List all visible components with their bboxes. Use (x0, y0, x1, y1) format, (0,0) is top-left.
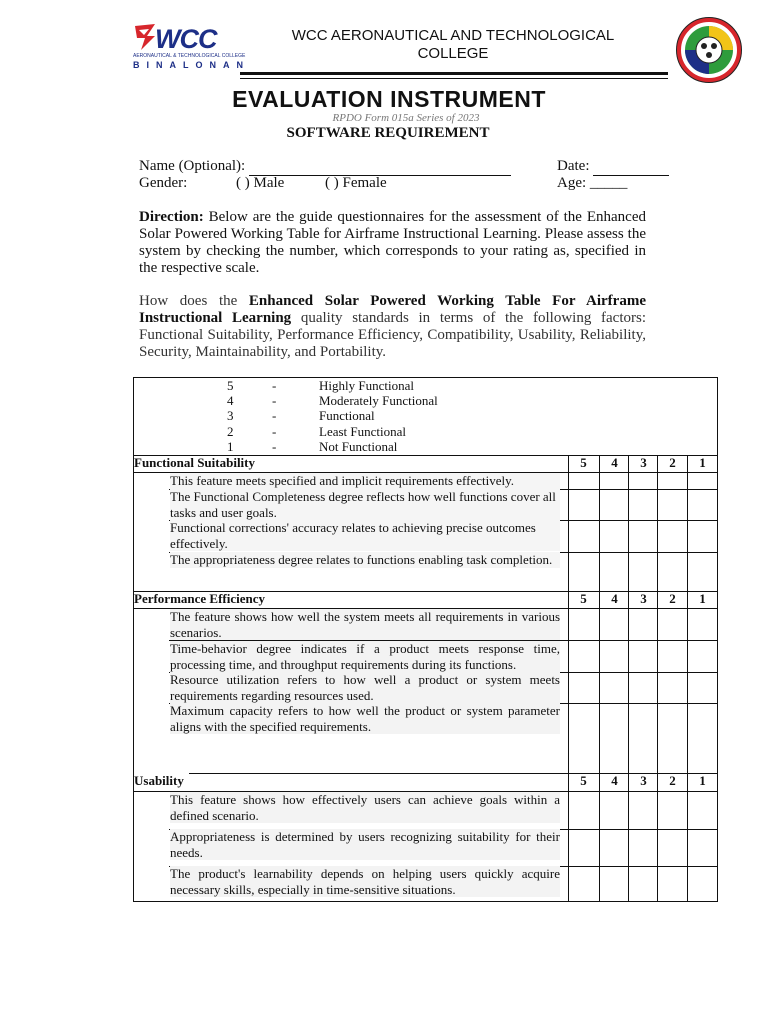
direction-text: Below are the guide questionnaires for the assessment of the Enhanced Solar Powered Working Table for Airframe Instructional Learning. Please assess the system by checking the number, which corresponds to your rating as, specified in the respective scale. (139, 209, 646, 276)
rating-cell[interactable] (569, 866, 599, 901)
rating-cell[interactable] (629, 609, 657, 639)
rating-cell[interactable] (658, 792, 687, 828)
rating-cell[interactable] (600, 520, 628, 551)
rating-cell[interactable] (569, 829, 599, 865)
rating-cell[interactable] (569, 473, 599, 488)
header-rule (240, 72, 668, 75)
rating-cell[interactable] (600, 473, 628, 488)
date-label: Date: (557, 158, 590, 174)
direction-label: Direction: (139, 209, 204, 225)
rating-cell[interactable] (658, 703, 687, 772)
rating-cell[interactable] (688, 703, 717, 772)
rating-cell[interactable] (629, 473, 657, 488)
rating-cell[interactable] (569, 672, 599, 702)
rating-cell[interactable] (658, 520, 687, 551)
rating-header: 5 (580, 591, 587, 606)
direction-paragraph (139, 209, 646, 277)
logo-town: BINALONAN (133, 60, 250, 70)
rating-header: 5 (580, 455, 587, 470)
criterion-item: Maximum capacity refers to how well the product or system parameter aligns with the specified requirements. (170, 703, 560, 734)
rating-cell[interactable] (569, 792, 599, 828)
section-title: Functional Suitability (134, 455, 255, 470)
rating-cell[interactable] (658, 552, 687, 590)
rating-cell[interactable] (629, 520, 657, 551)
rating-cell[interactable] (658, 866, 687, 901)
criterion-item: The Functional Completeness degree reflects how well functions cover all tasks and user goals. (170, 489, 560, 520)
rating-cell[interactable] (629, 640, 657, 671)
rating-cell[interactable] (569, 520, 599, 551)
rating-cell[interactable] (688, 489, 717, 519)
rating-cell[interactable] (629, 489, 657, 519)
rating-cell[interactable] (658, 829, 687, 865)
name-blank[interactable] (249, 158, 511, 176)
criterion-item: Resource utilization refers to how well a product or system meets requirements regarding resources used. (170, 672, 560, 703)
rating-cell[interactable] (629, 672, 657, 702)
rating-cell[interactable] (629, 792, 657, 828)
rating-cell[interactable] (688, 609, 717, 639)
rating-cell[interactable] (569, 609, 599, 639)
age-field[interactable]: Age: _____ (557, 175, 628, 191)
rating-cell[interactable] (658, 640, 687, 671)
section-title: Performance Efficiency (134, 591, 266, 606)
rating-cell[interactable] (688, 866, 717, 901)
research-seal-icon (675, 16, 743, 84)
logo-subtext: AERONAUTICAL & TECHNOLOGICAL COLLEGE (133, 53, 246, 59)
rating-header: 3 (640, 455, 647, 470)
rating-cell[interactable] (600, 703, 628, 772)
rating-cell[interactable] (569, 640, 599, 671)
rating-cell[interactable] (658, 609, 687, 639)
rating-cell[interactable] (600, 489, 628, 519)
rating-header: 4 (611, 773, 618, 788)
question-emphasis: Enhanced Solar Powered Working Table For Airframe Instructional Learning (139, 293, 646, 326)
rating-header: 1 (699, 773, 706, 788)
college-name: WCC AERONAUTICAL AND TECHNOLOGICAL COLLEGE (291, 27, 615, 62)
logo-wordmark: WCC (155, 24, 217, 54)
question-prefix: How does the (139, 293, 249, 309)
criterion-item: This feature meets specified and implicit requirements effectively. (170, 473, 560, 489)
rating-cell[interactable] (688, 829, 717, 865)
rating-header: 4 (611, 455, 618, 470)
rating-cell[interactable] (629, 703, 657, 772)
name-field[interactable] (139, 158, 511, 176)
rating-cell[interactable] (600, 609, 628, 639)
rating-cell[interactable] (600, 672, 628, 702)
criterion-item: Functional corrections' accuracy relates to achieving precise outcomes effectively. (170, 520, 560, 551)
rating-cell[interactable] (688, 520, 717, 551)
form-number: RPDO Form 015a Series of 2023 (332, 112, 480, 124)
rating-header: 2 (669, 591, 676, 606)
date-field[interactable] (557, 158, 669, 176)
rating-header: 5 (580, 773, 587, 788)
name-label: Name (Optional): (139, 158, 246, 174)
rating-cell[interactable] (600, 866, 628, 901)
question-paragraph (139, 293, 646, 361)
rating-cell[interactable] (600, 640, 628, 671)
document-subtitle: SOFTWARE REQUIREMENT (286, 125, 490, 141)
rating-cell[interactable] (569, 552, 599, 590)
question-suffix: quality standards in terms of the following factors: Functional Suitability, Performance Efficiency, Compatibility, Usability, Reliability, Security, Maintainability, and Portability. (139, 310, 646, 360)
rating-cell[interactable] (569, 703, 599, 772)
gender-label: Gender: (139, 175, 188, 191)
male-option[interactable]: ( ) Male (236, 175, 285, 191)
rating-header: 1 (699, 591, 706, 606)
rating-cell[interactable] (688, 640, 717, 671)
rating-cell[interactable] (600, 829, 628, 865)
rating-cell[interactable] (629, 552, 657, 590)
college-logo (133, 22, 250, 70)
date-blank[interactable] (593, 158, 669, 176)
rating-cell[interactable] (629, 866, 657, 901)
section-title: Usability (134, 773, 184, 788)
rating-cell[interactable] (658, 473, 687, 488)
rating-cell[interactable] (629, 829, 657, 865)
female-option[interactable]: ( ) Female (325, 175, 387, 191)
rating-header: 2 (669, 455, 676, 470)
criterion-item: The product's learnability depends on helping users quickly acquire necessary skills, especially in time-sensitive situations. (170, 866, 560, 897)
criterion-item: Appropriateness is determined by users recognizing suitability for their needs. (170, 829, 560, 860)
rating-header: 3 (640, 591, 647, 606)
criterion-item: The feature shows how well the system meets all requirements in various scenarios. (170, 609, 560, 640)
criterion-item: The appropriateness degree relates to functions enabling task completion. (170, 552, 560, 568)
document-title: EVALUATION INSTRUMENT (232, 86, 546, 112)
rating-cell[interactable] (688, 792, 717, 828)
rating-cell[interactable] (688, 672, 717, 702)
rating-cell[interactable] (658, 489, 687, 519)
rating-cell[interactable] (569, 489, 599, 519)
rating-cell[interactable] (688, 552, 717, 590)
criterion-item: Time-behavior degree indicates if a product meets response time, processing time, and throughput requirements during its functions. (170, 641, 560, 672)
criterion-item: This feature shows how effectively users can achieve goals within a defined scenario. (170, 792, 560, 823)
rating-header: 4 (611, 591, 618, 606)
rating-cell[interactable] (600, 792, 628, 828)
rating-header: 1 (699, 455, 706, 470)
rating-cell[interactable] (600, 552, 628, 590)
rating-cell[interactable] (688, 473, 717, 488)
rating-header: 2 (669, 773, 676, 788)
header-rule-thin (240, 78, 668, 79)
rating-cell[interactable] (658, 672, 687, 702)
rating-header: 3 (640, 773, 647, 788)
wing-emblem-icon (133, 22, 157, 52)
